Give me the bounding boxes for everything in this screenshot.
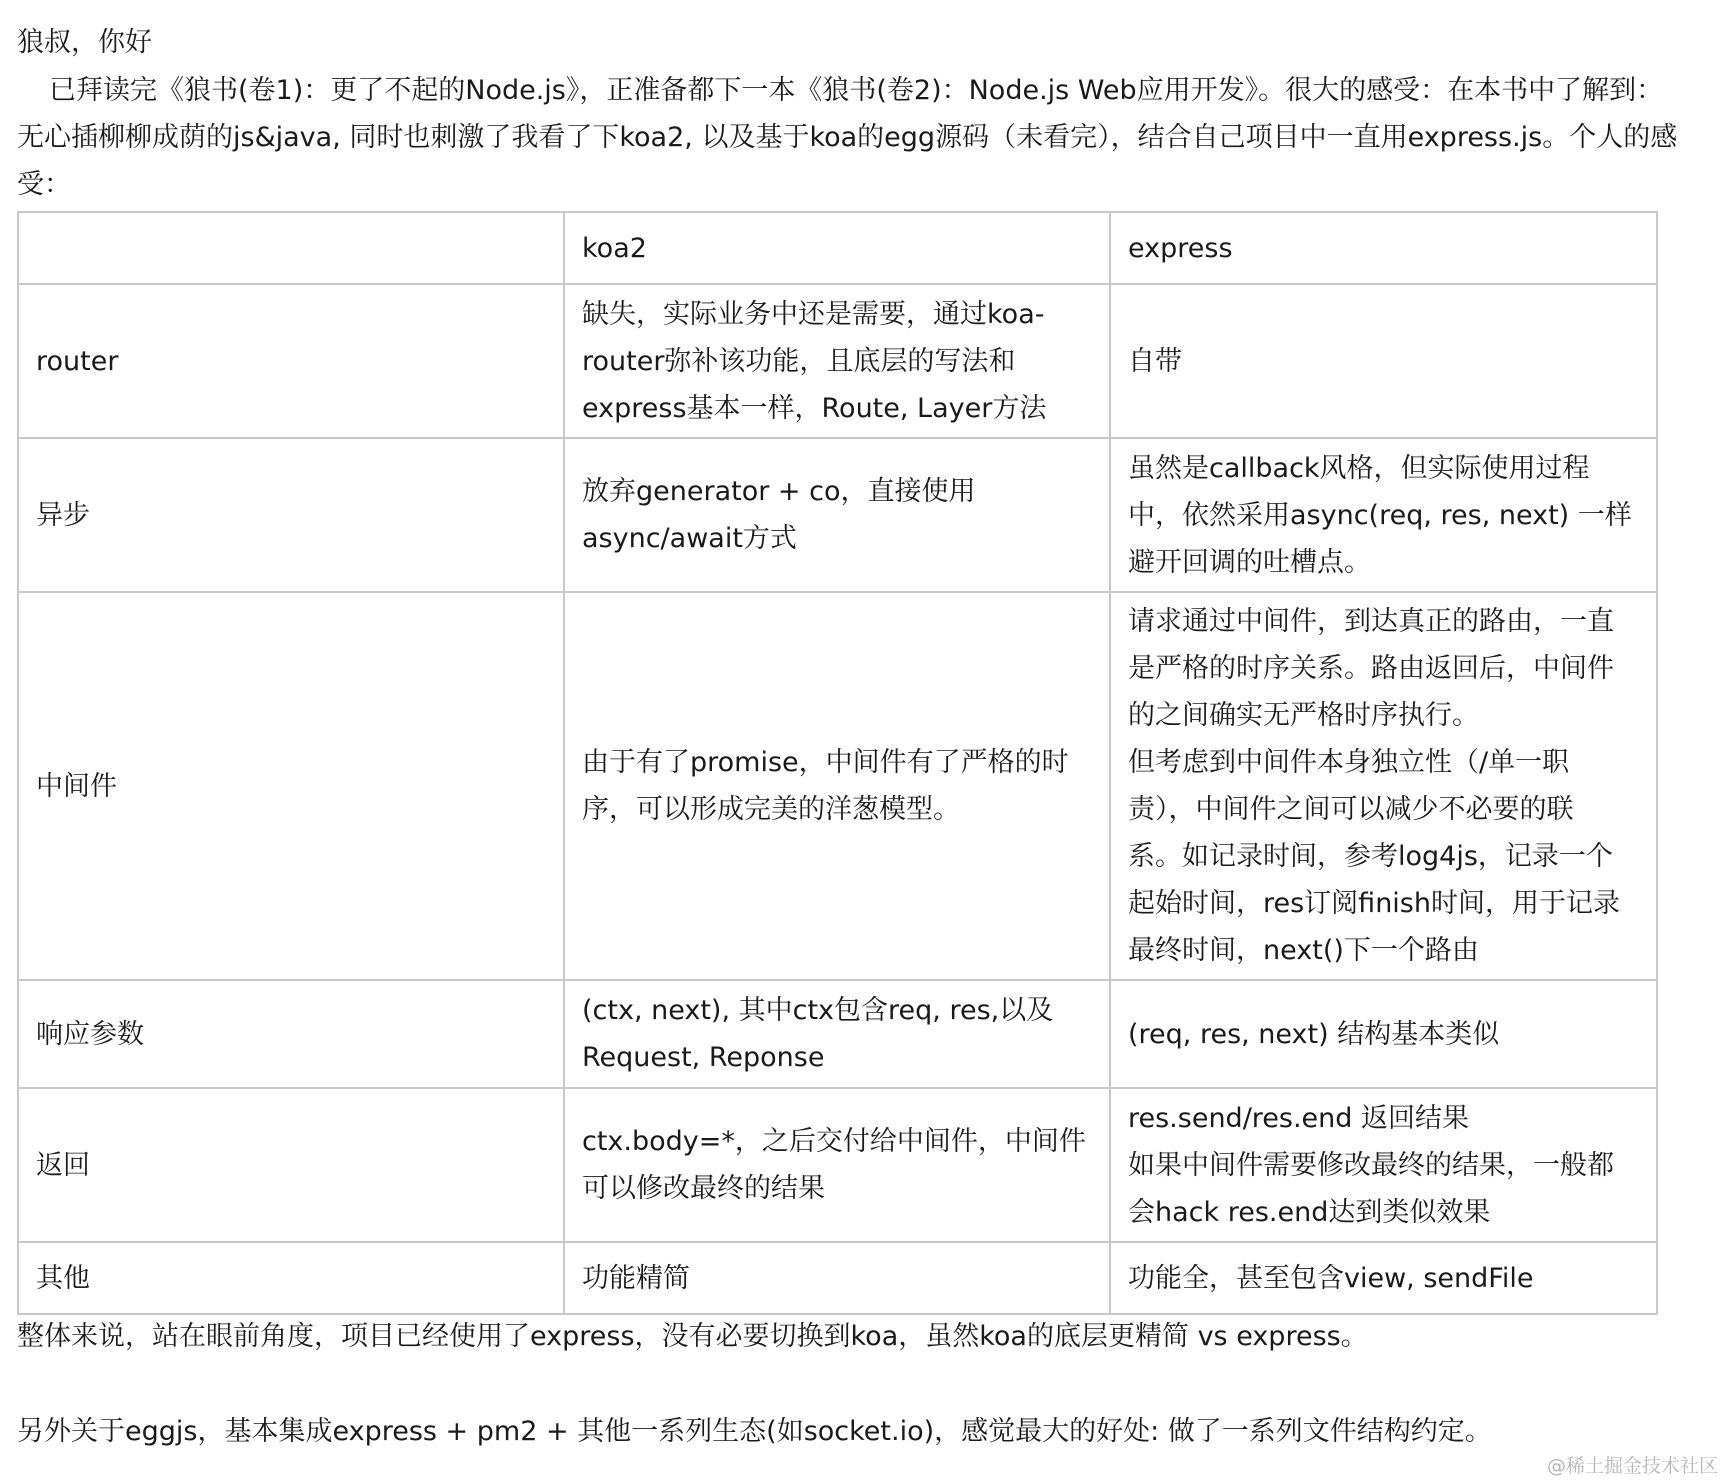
cell-line: 可以修改最终的结果 [582, 1173, 825, 1204]
cell-line: 功能全，甚至包含view, sendFile [1128, 1262, 1534, 1294]
header-cell-empty [18, 212, 564, 284]
cell-line: express基本一样，Route, Layer方法 [582, 392, 1047, 424]
cell-line: 系。如记录时间，参考log4js，记录一个 [1128, 841, 1613, 872]
cell-line: 起始时间，res订阅finish时间，用于记录 [1128, 888, 1620, 919]
greeting: 狼叔，你好 [17, 27, 152, 58]
row-label: router [18, 284, 564, 438]
cell-line: 请求通过中间件，到达真正的路由，一直 [1128, 606, 1614, 637]
header-cell-koa2: koa2 [564, 212, 1110, 284]
koa2-cell [564, 1242, 1110, 1314]
row-label: 异步 [18, 438, 564, 592]
express-cell [1110, 592, 1657, 980]
cell-line: ctx.body=*，之后交付给中间件，中间件 [582, 1126, 1086, 1157]
express-cell [1110, 980, 1657, 1088]
cell-line: 序，可以形成完美的洋葱模型。 [582, 794, 960, 825]
cell-line: 是严格的时序关系。路由返回后，中间件 [1128, 653, 1614, 684]
cell-line: 自带 [1128, 345, 1182, 377]
cell-line: 功能精简 [582, 1262, 690, 1294]
comparison-table [17, 211, 1658, 1315]
express-cell [1110, 284, 1657, 438]
summary-paragraph-2: 另外关于eggjs，基本集成express + pm2 + 其他一系列生态(如socket.io)，感觉最大的好处: 做了一系列文件结构约定。 [17, 1416, 1492, 1447]
table-row [18, 1242, 1657, 1314]
cell-line: (ctx, next), 其中ctx包含req, res,以及 [582, 995, 1054, 1026]
express-cell [1110, 1088, 1657, 1242]
express-cell [1110, 438, 1657, 592]
intro-line-3: 受： [17, 169, 71, 200]
cell-line: 会hack res.end达到类似效果 [1128, 1196, 1491, 1228]
table-row [18, 592, 1657, 980]
cell-line: 责），中间件之间可以减少不必要的联 [1128, 794, 1574, 825]
cell-line: async/await方式 [582, 523, 797, 554]
table-row [18, 438, 1657, 592]
cell-line: 的之间确实无严格时序执行。 [1128, 700, 1479, 731]
intro-line-2: 无心插柳柳成荫的js&java, 同时也刺激了我看了下koa2, 以及基于koa的egg源码（未看完），结合自己项目中一直用express.js。个人的感 [17, 122, 1678, 153]
row-label: 返回 [18, 1088, 564, 1242]
cell-line: 放弃generator + co，直接使用 [582, 476, 976, 507]
table-header-row [18, 212, 1657, 284]
header-cell-express: express [1110, 212, 1657, 284]
summary-paragraph-1: 整体来说，站在眼前角度，项目已经使用了express，没有必要切换到koa，虽然koa的底层更精简 vs express。 [17, 1321, 1368, 1352]
cell-line: Request, Reponse [582, 1042, 825, 1073]
cell-line: 如果中间件需要修改最终的结果，一般都 [1128, 1149, 1614, 1181]
cell-line: 避开回调的吐槽点。 [1128, 546, 1371, 578]
cell-line: 虽然是callback风格，但实际使用过程 [1128, 452, 1590, 484]
cell-line: res.send/res.end 返回结果 [1128, 1102, 1470, 1134]
koa2-cell [564, 592, 1110, 980]
table-row [18, 980, 1657, 1088]
koa2-cell [564, 438, 1110, 592]
cell-line: (req, res, next) 结构基本类似 [1128, 1018, 1500, 1050]
table-row [18, 1088, 1657, 1242]
cell-line: 但考虑到中间件本身独立性（/单一职 [1128, 747, 1570, 778]
express-cell [1110, 1242, 1657, 1314]
row-label: 中间件 [18, 592, 564, 980]
cell-line: 最终时间，next()下一个路由 [1128, 935, 1479, 966]
row-label: 其他 [18, 1242, 564, 1314]
koa2-cell [564, 284, 1110, 438]
cell-line: router弥补该功能，且底层的写法和 [582, 345, 1016, 377]
koa2-cell [564, 980, 1110, 1088]
cell-line: 由于有了promise，中间件有了严格的时 [582, 747, 1069, 778]
intro-line-1: 已拜读完《狼书(卷1)：更了不起的Node.js》，正准备都下一本《狼书(卷2)：Node.js Web应用开发》。很大的感受：在本书中了解到： [49, 75, 1664, 106]
cell-line: 缺失，实际业务中还是需要，通过koa- [582, 298, 1045, 330]
table-row [18, 284, 1657, 438]
koa2-cell [564, 1088, 1110, 1242]
watermark: @稀土掘金技术社区 [1546, 1455, 1718, 1477]
row-label: 响应参数 [18, 980, 564, 1088]
cell-line: 中，依然采用async(req, res, next) 一样 [1128, 499, 1632, 531]
